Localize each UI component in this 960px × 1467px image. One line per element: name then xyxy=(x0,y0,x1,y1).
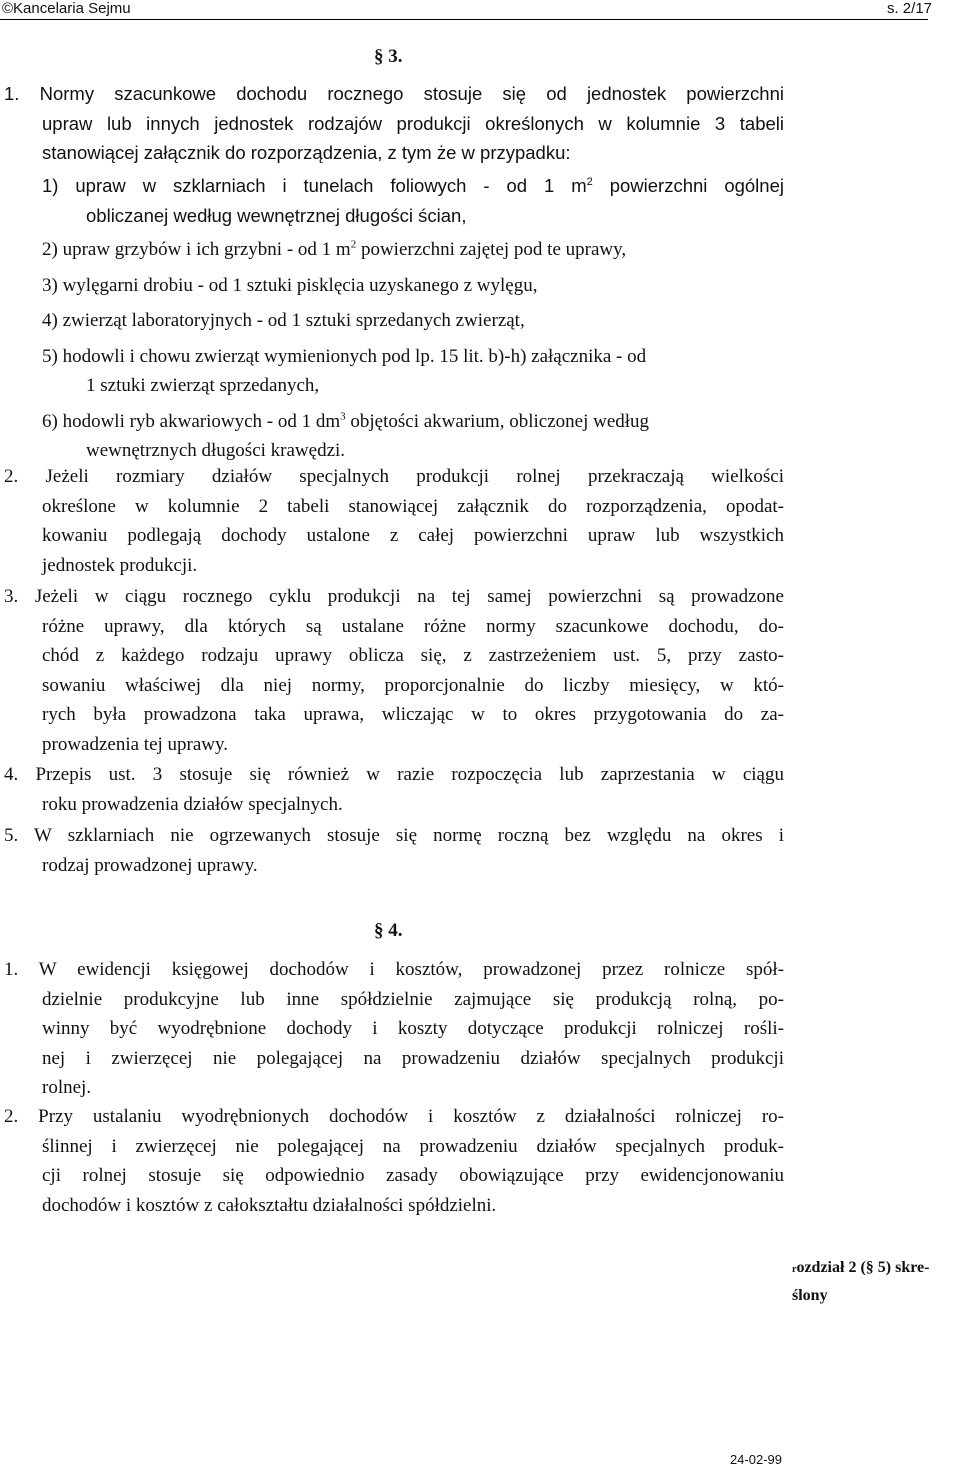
paragraph-line: określone w kolumnie 2 tabeli stanowiącej załącznik do rozporządzenia, opodat- xyxy=(42,495,784,517)
paragraph-line: nej i zwierzęcej nie polegającej na prowadzeniu działów specjalnych produkcji xyxy=(42,1047,784,1069)
superscript: 2 xyxy=(586,175,593,188)
list-item-text: 1 sztuki zwierząt sprzedanych, xyxy=(86,375,320,396)
paragraph-line: upraw lub innych jednostek rodzajów produkcji określonych w kolumnie 3 tabeli xyxy=(42,112,784,134)
list-item xyxy=(42,407,784,466)
list-item-text: wewnętrznych długości krawędzi. xyxy=(86,440,346,461)
list-item xyxy=(42,306,784,336)
paragraph-line: jednostek produkcji. xyxy=(42,554,198,576)
paragraph-line: różne uprawy, dla których są ustalane różne normy szacunkowe dochodu, do- xyxy=(42,615,784,637)
footer-date: 24-02-99 xyxy=(729,1452,782,1467)
paragraph-line: prowadzenia tej uprawy. xyxy=(42,733,229,755)
list-item-text: objętości akwarium, obliczonej według xyxy=(345,410,650,432)
paragraph-line: 4. Przepis ust. 3 stosuje się również w razie rozpoczęcia lub zaprzestania w ciągu xyxy=(4,764,784,785)
list-item-text: 4) zwierząt laboratoryjnych - od 1 sztuki sprzedanych zwierząt, xyxy=(42,310,525,331)
paragraph-line: cji rolnej stosuje się odpowiednio zasady obowiązujące przy ewidencjonowaniu xyxy=(42,1165,784,1186)
paragraph-line: 5. W szklarniach nie ogrzewanych stosuje się normę roczną bez względu na okres i xyxy=(4,825,784,846)
list-item-text: 2) upraw grzybów i ich grzybni - od 1 m xyxy=(42,239,351,260)
paragraph-line: rodzaj prowadzonej uprawy. xyxy=(42,854,258,876)
paragraph-line: 1. W ewidencji księgowej dochodów i kosztów, prowadzonej przez rolnicze spół- xyxy=(4,959,784,980)
paragraph-line: roku prowadzenia działów specjalnych. xyxy=(42,793,343,815)
paragraph-line: rolnej. xyxy=(42,1077,92,1098)
list-item-text: 6) hodowli ryb akwariowych - od 1 dm xyxy=(42,410,341,432)
paragraph-line: rych była prowadzona taka uprawa, wliczając w to okres przygotowania do za- xyxy=(42,704,784,725)
list-item xyxy=(42,171,784,230)
list-item-text: 3) wylęgarni drobiu - od 1 sztuki pisklęcia uzyskanego z wylęgu, xyxy=(42,274,538,296)
paragraph-line: dochodów i kosztów z całokształtu działalności spółdzielni. xyxy=(42,1194,497,1216)
section-3-paragraph-5 xyxy=(4,821,784,880)
section-4-paragraph-2 xyxy=(4,1102,784,1220)
paragraph-line: ślinnej i zwierzęcej nie polegającej na prowadzeniu działów specjalnych produk- xyxy=(42,1135,784,1157)
section-3-heading: § 3. xyxy=(374,46,403,67)
paragraph-line: dzielnie produkcyjne lub inne spółdzielnie zajmujące się produkcją rolną, po- xyxy=(42,988,784,1010)
section-4-heading: § 4. xyxy=(374,920,403,941)
list-item-text: obliczanej według wewnętrznej długości ścian, xyxy=(86,204,467,226)
section-3-paragraph-1 xyxy=(4,79,784,168)
margin-note-prefix: r xyxy=(792,1264,797,1275)
paragraph-line: 2. Jeżeli rozmiary działów specjalnych produkcji rolnej przekraczają wielkości xyxy=(4,466,784,487)
list-item-text: powierzchni ogólnej xyxy=(592,175,784,196)
section-3-paragraph-2 xyxy=(4,462,784,580)
list-item xyxy=(42,342,784,401)
header-rule xyxy=(0,19,928,20)
margin-note-text: ozdział 2 (§ 5) skre- xyxy=(796,1259,930,1276)
section-3-list xyxy=(42,171,784,230)
paragraph-line: 2. Przy ustalaniu wyodrębnionych dochodów i kosztów z działalności rolniczej ro- xyxy=(4,1106,784,1127)
margin-note xyxy=(792,1255,960,1309)
list-item-text: 1) upraw w szklarniach i tunelach foliowych - od 1 m xyxy=(42,175,587,196)
section-3-paragraph-3 xyxy=(4,582,784,759)
list-item xyxy=(42,271,784,301)
paragraph-line: sowaniu właściwej dla niej normy, proporcjonalnie do liczby miesięcy, w któ- xyxy=(42,674,784,696)
list-item xyxy=(42,235,784,265)
header-copyright: ©Kancelaria Sejmu xyxy=(2,0,131,17)
margin-note-text: ślony xyxy=(792,1287,828,1304)
section-3-paragraph-4 xyxy=(4,760,784,819)
section-3-list-serif xyxy=(42,235,784,466)
header-page-number: s. 2/17 xyxy=(886,0,932,17)
list-item-text: 5) hodowli i chowu zwierząt wymienionych pod lp. 15 lit. b)-h) załącznika - od xyxy=(42,345,647,367)
superscript: 3 xyxy=(340,410,346,423)
paragraph-line: 3. Jeżeli w ciągu rocznego cyklu produkcji na tej samej powierzchni są prowadzone xyxy=(4,586,784,607)
paragraph-line: 1. Normy szacunkowe dochodu rocznego stosuje się od jednostek powierzchni xyxy=(4,83,784,104)
list-item-text: powierzchni zajętej pod te uprawy, xyxy=(356,239,627,260)
paragraph-line: chód z każdego rodzaju uprawy oblicza się, z zastrzeżeniem ust. 5, przy zasto- xyxy=(42,645,784,666)
paragraph-line: winny być wyodrębnione dochody i koszty dotyczące produkcji rolniczej rośli- xyxy=(42,1018,784,1039)
paragraph-line: kowaniu podlegają dochody ustalone z całej powierzchni upraw lub wszystkich xyxy=(42,525,784,546)
superscript: 2 xyxy=(350,238,357,251)
paragraph-line: stanowiącej załącznik do rozporządzenia, z tym że w przypadku: xyxy=(42,142,571,163)
section-4-paragraph-1 xyxy=(4,955,784,1103)
